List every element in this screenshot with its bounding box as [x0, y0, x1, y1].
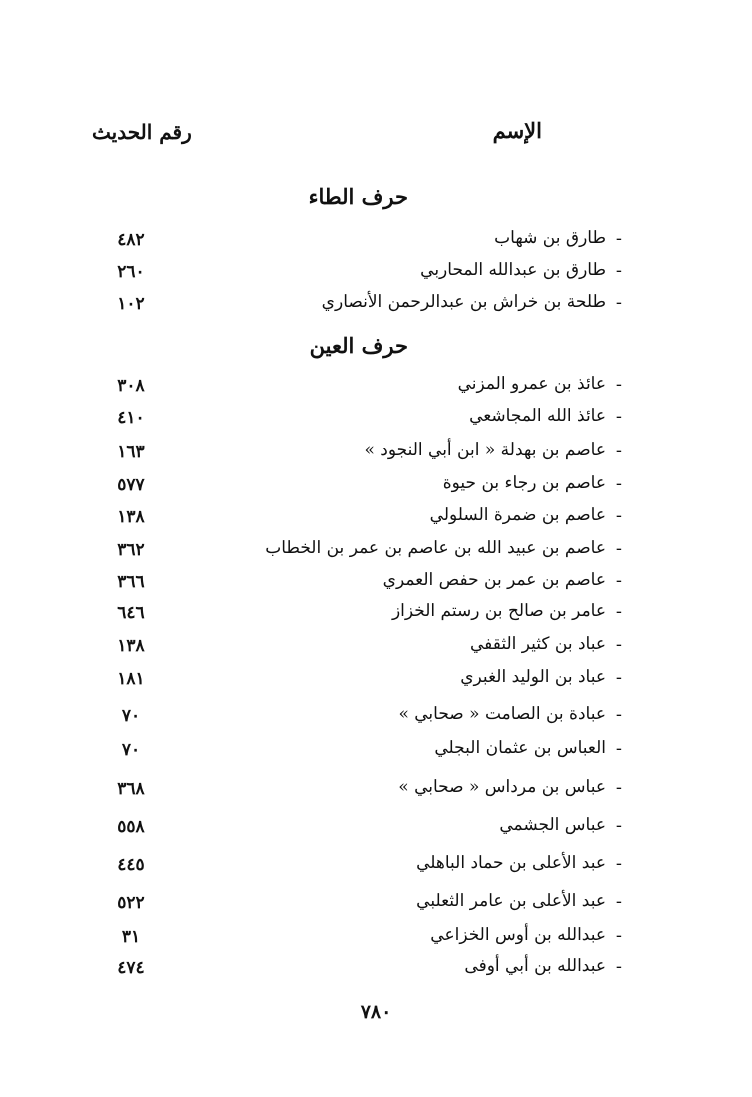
entry-dash: - [615, 406, 622, 427]
list-item [0, 292, 752, 322]
narrator-name: عبادة بن الصامت « صحابي » [398, 704, 606, 724]
hadith-number: ٣٦٦ [117, 572, 145, 592]
entry-dash: - [615, 738, 622, 759]
narrator-name: عائذ بن عمرو المزني [457, 374, 606, 394]
list-item [0, 925, 752, 955]
entry-dash: - [615, 292, 622, 313]
list-item [0, 634, 752, 664]
entry-dash: - [615, 473, 622, 494]
list-item [0, 505, 752, 535]
narrator-name: عاصم بن عبيد الله بن عاصم بن عمر بن الخطاب [265, 538, 606, 558]
narrator-name: عبدالله بن أبي أوفى [464, 956, 606, 976]
hadith-number: ٤١٠ [117, 408, 145, 428]
list-item [0, 570, 752, 600]
narrator-name: عباس الجشمي [499, 815, 606, 835]
hadith-number: ٦٤٦ [117, 603, 145, 623]
list-item [0, 853, 752, 883]
hadith-number: ١٣٨ [117, 507, 145, 527]
hadith-number: ٥٧٧ [117, 475, 145, 495]
narrator-name: العباس بن عثمان البجلي [434, 738, 606, 758]
hadith-number: ٧٠ [121, 706, 141, 726]
hadith-number: ٣٦٨ [117, 779, 145, 799]
hadith-number: ١٣٨ [117, 636, 145, 656]
hadith-number: ١٨١ [117, 669, 145, 689]
hadith-number: ٢٦٠ [117, 262, 145, 282]
entry-dash: - [615, 260, 622, 281]
narrator-name: طارق بن عبدالله المحاربي [420, 260, 606, 280]
hadith-number: ٥٥٨ [117, 817, 145, 837]
entry-dash: - [615, 634, 622, 655]
hadith-number: ١٠٢ [117, 294, 145, 314]
section-title-ain: حرف العين [309, 333, 408, 358]
hadith-number: ٣١ [121, 927, 141, 947]
page-number: ٧٨٠ [360, 1001, 392, 1023]
list-item [0, 374, 752, 404]
entry-dash: - [615, 505, 622, 526]
list-item [0, 538, 752, 568]
narrator-name: عبد الأعلى بن عامر الثعلبي [416, 891, 606, 911]
list-item [0, 704, 752, 734]
list-item [0, 777, 752, 807]
list-item [0, 406, 752, 436]
narrator-name: عاصم بن بهدلة « ابن أبي النجود » [364, 440, 606, 460]
narrator-name: عامر بن صالح بن رستم الخزاز [391, 601, 606, 621]
entry-dash: - [615, 704, 622, 725]
entry-dash: - [615, 228, 622, 249]
entry-dash: - [615, 853, 622, 874]
section-title-taa: حرف الطاء [308, 184, 408, 209]
entry-dash: - [615, 601, 622, 622]
list-item [0, 738, 752, 768]
entry-dash: - [615, 956, 622, 977]
hadith-number: ٤٨٢ [117, 230, 145, 250]
list-item [0, 667, 752, 697]
name-column-header: الإسم [492, 118, 542, 143]
list-item [0, 440, 752, 470]
narrator-name: عاصم بن رجاء بن حيوة [442, 473, 606, 493]
list-item [0, 228, 752, 258]
hadith-number: ٤٧٤ [117, 958, 145, 978]
hadith-number: ٥٢٢ [117, 893, 145, 913]
narrator-name: عبدالله بن أوس الخزاعي [430, 925, 606, 945]
narrator-name: عبد الأعلى بن حماد الباهلي [416, 853, 606, 873]
number-column-header: رقم الحديث [92, 120, 192, 144]
entry-dash: - [615, 815, 622, 836]
entry-dash: - [615, 925, 622, 946]
entry-dash: - [615, 891, 622, 912]
list-item [0, 473, 752, 503]
entry-dash: - [615, 374, 622, 395]
entry-dash: - [615, 777, 622, 798]
hadith-number: ٣٠٨ [117, 376, 145, 396]
narrator-name: عباس بن مرداس « صحابي » [398, 777, 606, 797]
list-item [0, 815, 752, 845]
narrator-name: عاصم بن عمر بن حفص العمري [382, 570, 606, 590]
list-item [0, 260, 752, 290]
narrator-name: عباد بن كثير الثقفي [469, 634, 606, 654]
entry-dash: - [615, 570, 622, 591]
narrator-name: عائذ الله المجاشعي [469, 406, 606, 426]
narrator-name: عاصم بن ضمرة السلولي [429, 505, 606, 525]
hadith-number: ٤٤٥ [117, 855, 145, 875]
hadith-number: ٧٠ [121, 740, 141, 760]
narrator-name: طارق بن شهاب [494, 228, 606, 248]
narrator-name: طلحة بن خراش بن عبدالرحمن الأنصاري [321, 292, 606, 312]
list-item [0, 891, 752, 921]
hadith-number: ٣٦٢ [117, 540, 145, 560]
entry-dash: - [615, 667, 622, 688]
list-item [0, 956, 752, 986]
entry-dash: - [615, 538, 622, 559]
hadith-number: ١٦٣ [117, 442, 145, 462]
list-item [0, 601, 752, 631]
narrator-name: عباد بن الوليد الغبري [460, 667, 606, 687]
entry-dash: - [615, 440, 622, 461]
